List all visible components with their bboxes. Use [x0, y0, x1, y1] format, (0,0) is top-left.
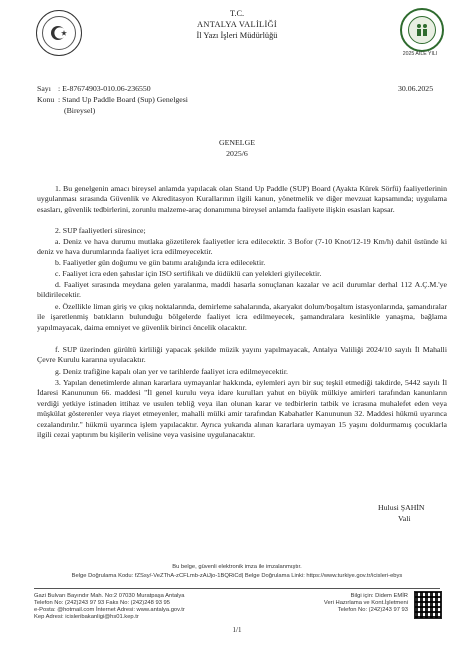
- header-tc: T.C.: [229, 9, 245, 18]
- konu-value: : Stand Up Paddle Board (Sup) Genelgesi: [58, 95, 188, 104]
- family-year-caption: 2025 AİLE YILI: [402, 51, 438, 57]
- header-mudurluk: İl Yazı İşleri Müdürlüğü: [196, 31, 278, 40]
- paragraph-2: 2. SUP faaliyetleri süresince;: [55, 226, 146, 235]
- info-contact: Bilgi için: Didem EMİR: [350, 593, 408, 599]
- paragraph-2c: c. Faaliyet icra eden şahıslar için ISO sertifikalı ve düdüklü can yelekleri giyilecektir.: [55, 269, 322, 278]
- paragraph-2g: g. Deniz trafiğine kapalı olan yer ve tarihlerde faaliyet icra edilmeyecektir.: [55, 367, 288, 376]
- page-number: 1/1: [232, 626, 242, 634]
- family-year-logo-icon: [400, 8, 444, 52]
- paragraph-2b: b. Faaliyetler gün doğumu ve gün batımı aralığında icra edilecektir.: [55, 258, 266, 267]
- sayi-label: Sayı: [37, 84, 51, 93]
- konu-label: Konu: [37, 95, 55, 104]
- qr-code-icon: [414, 591, 442, 619]
- paragraph-2a: a. Deniz ve hava durumu mutlaka gözetilerek faaliyetler icra edilecektir. 3 Bofor (7-10 Knot/12-19 Km/h) dahil üstünde ki deniz ve hava durumlarında faaliyet icra edilmeyecektir.: [37, 237, 447, 257]
- sayi-value: : E-87674903-010.06-236550: [58, 84, 151, 93]
- header-valilik: ANTALYA VALİLİĞİ: [197, 20, 277, 29]
- footer-divider: [34, 588, 440, 589]
- document-date: 30.06.2025: [398, 84, 434, 93]
- footer-address: Gazi Bulvarı Bayındır Mah. No:2 07030 Muratpaşa Antalya: [34, 593, 185, 599]
- signer-title: Vali: [398, 514, 411, 523]
- paragraph-2d: d. Faaliyet sırasında meydana gelen yaralanma, maddi hasarla sonuçlanan kazalar ve acil durumlar derhal 112 A.Ç.M.'ye bildirilecektir.: [37, 280, 447, 300]
- paragraph-2f: f. SUP üzerinden gürültü kirliliği yapacak şekilde müzik yayını yapılmayacak, Antalya Valiliği 2024/10 sayılı İl Mahalli Çevre Kurulu kararına uyulacaktır.: [37, 345, 447, 365]
- verification-line: Belge Doğrulama Kodu: fZSsy/-VeZThA-zCFLmb-zAiJjo-1BQRiCd| Belge Doğrulama Linki: https://www.turkiye.gov.tr/icisleri-ebys: [71, 573, 403, 579]
- info-phone: Telefon No: (242)243 97 93: [337, 607, 408, 613]
- paragraph-2e: e. Özellikle liman giriş ve çıkış noktalarında, demirleme sahalarında, akaryakıt dolum/boşaltım istasyonlarında, şamandıralar ile işaretlenmiş batıkların bulunduğu bölgelerde faaliyet icra edilmeyecek, şamandıralara kesinlikle yanaşma, bağlama yapılmayacak, daima emniyet ve güvenlik birinci öncelik olacaktır.: [37, 302, 447, 332]
- paragraph-1: 1. Bu genelgenin amacı bireysel anlamda yapılacak olan Stand Up Paddle (SUP) Board (Ayakta Kürek Sörfü) faaliyetlerinin uygulanması sırasında Güvenlik ve Akreditasyon Kurallarının ilgili kanun, yönetmelik ve diğer mevzuat kapsamında; uygulama esasları, güvenlik tedbirlerini, zorunlu malzeme-araç donanımına bireysel anlamda faaliyete ilişkin esasları kapsar.: [37, 184, 447, 214]
- genelge-number: 2025/6: [226, 149, 248, 158]
- konu-value-cont: (Bireysel): [64, 106, 96, 115]
- info-role: Veri Hazırlama ve Kont.İşletmeni: [323, 600, 408, 606]
- footer-phone: Telefon No: (242)243 97 93 Faks No: (242)248 93 95: [34, 600, 170, 606]
- signer-name: Hulusi ŞAHİN: [378, 503, 425, 512]
- genelge-title: GENELGE: [219, 138, 255, 147]
- footer-kep: Kep Adresi: icisleribakanligi@hs01.kep.tr: [34, 614, 139, 620]
- paragraph-3: 3. Yapılan denetimlerde alınan kararlara uymayanlar hakkında, eylemleri ayrı bir suç teşkil etmediği takdirde, 5442 sayılı İl İdaresi Kanununun 66. maddesi "İl genel kurulu veya idare kurulları yahut en büyük mülkiye amirleri tarafından kanunların verdiği yetkiye istinaden ittihaz ve usulen tebliğ veya ilan olunan karar ve tedbirlerin tatbik ve icrasına muhalefet eden veya müşkülat gösterenler veya riayet etmeyenler, mahalli mülki amir tarafından Kabahatler Kanununun 32. Maddesi hükmü uyarınca cezalandırılır." hükmü uyarınca işlem yapılacaktır. Ayrıca yukarıda alınan kararlara uymayan 15 yaşını doldurmamış çocuklarla ilgili cezai yaptırım bu kişilerin velisine veya vasisine uygulanacaktır.: [37, 378, 447, 440]
- esign-note: Bu belge, güvenli elektronik imza ile imzalanmıştır.: [172, 564, 302, 570]
- family-icon: [408, 16, 436, 44]
- footer-email: e-Posta: @hotmail.com İnternet Adresi: www.antalya.gov.tr: [34, 607, 185, 613]
